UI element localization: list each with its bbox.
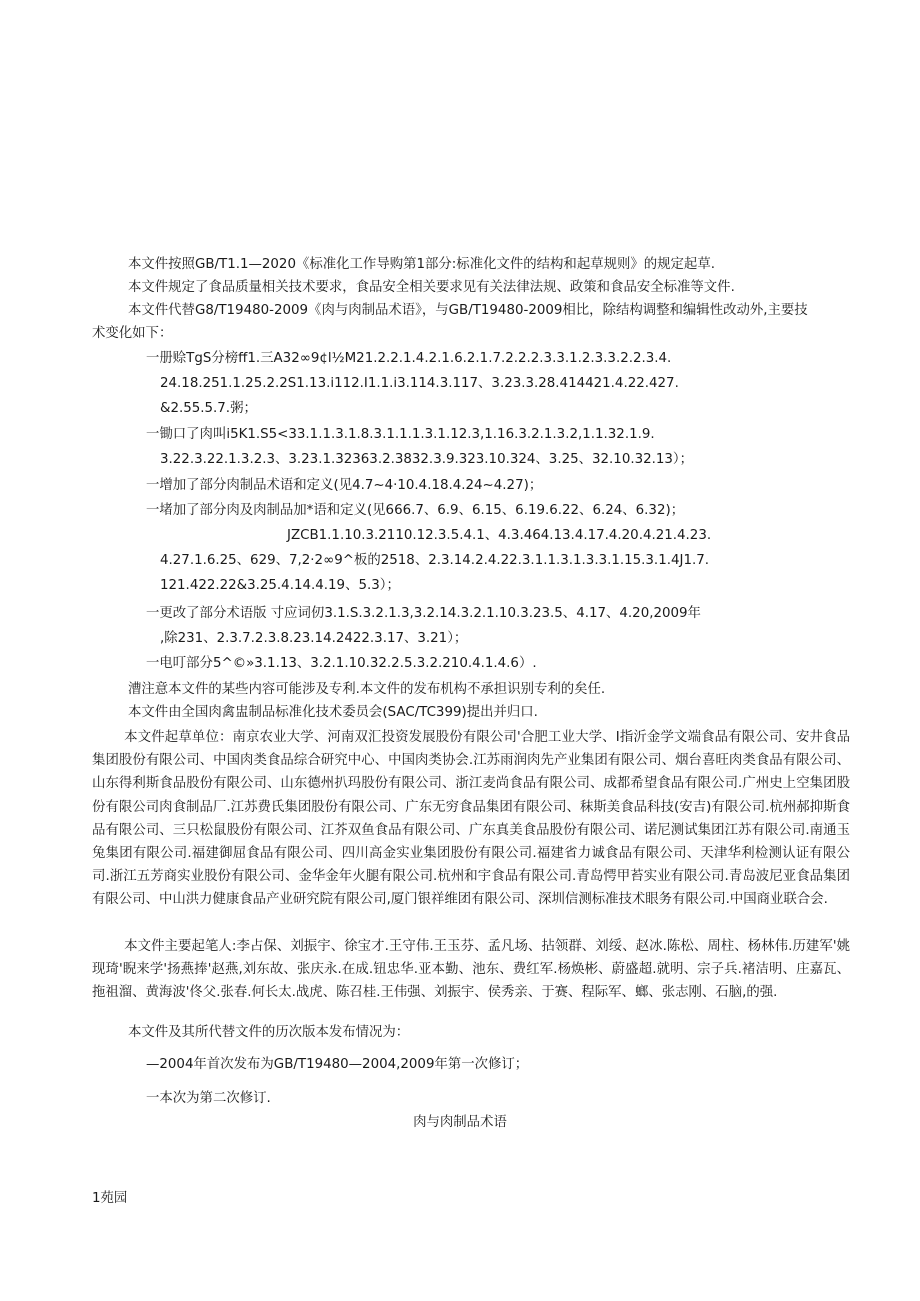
drafting-units-paragraph: 本文件起草单位：南京农业大学、河南双汇投资发展股份有限公司'合肥工业大学、I指沂金学文端食品有限公司、安井食品集团股份有限公司、中国肉类食品综合研究中心、中国肉类协会.江苏雨润肉先产业集团有限公司、烟台喜旺肉类食品有限公司、山东得利斯食品股份有限公司、山东德州扒玛股份有限公司、浙江麦尚食品有限公司、成都希望食品有限公司.广州史上空集团股份有限公司肉食制品厂.江苏费氏集团股份有限公司、广东无穷食品集团有限公司、秣斯美食品科技(安吉)有限公司.杭州郝抑斯食品有限公司、三只松鼠股份有限公司、江芥双鱼食品有限公司、广东真美食品股份有限公司、诺尼测试集团江苏有限公司.南通玉兔集团有限公司.福建御屈食品有限公司、四川高金实业集团股份有限公司.福建省力诚食品有限公司、天津华利检测认证有限公司.浙江五芳商实业股份有限公司、金华金年火腿有限公司.杭州和宇食品有限公司.青岛愕甲苔实业有限公司.青岛波尼亚食品集团有限公司、中山洪力健康食品产业研究院有限公司,厦门银祥维团有限公司、深圳信测标准技术眼务有限公司.中国商业联合会. (92, 730, 850, 908)
change-item-2: 一锄口了肉叫i5K1.S5<33.1.1.3.1.8.3.1.1.1.3.1.12.3,1.16.3.2.1.3.2,1.1.32.1.9. (146, 427, 655, 442)
proposer-statement: 本文件由全国肉禽盅制品标准化技术委员会(SAC/TC399)提出并归口. (128, 705, 538, 720)
change-item-2-continued: 3.22.3.22.1.3.2.3、3.23.1.32363.2.3832.3.9.323.10.324、3.25、32.10.32.13）； (160, 452, 694, 467)
change-item-4-continued: 4.27.1.6.25、629、7,2·2∞9^板的2518、2.3.14.2.4.22.3.1.1.3.1.3.3.1.15.3.1.4J1.7. (160, 553, 709, 568)
change-item-6: 一电叮部分5^©»3.1.13、3.2.1.10.32.2.5.3.2.210.4.1.4.6）. (146, 656, 537, 671)
change-item-3: 一增加了部分肉制品术语和定义(见4.7~4·10.4.18.4.24~4.27)； (146, 478, 543, 493)
history-intro: 本文件及其所代替文件的历次版本发布情况为： (128, 1025, 410, 1040)
change-item-4-continued: JZCB1.1.10.3.2110.12.3.5.4.1、4.3.464.13.4.17.4.20.4.21.4.23. (287, 528, 712, 543)
change-item-1-continued: &2.55.5.7.粥； (160, 401, 257, 416)
change-item-5-continued: ,除231、2.3.7.2.3.8.23.14.2422.3.17、3.21）； (160, 631, 468, 646)
history-item-first-release: —2004年首次发布为GB/T19480—2004,2009年第一次修订； (146, 1057, 529, 1072)
foreword-scope-line: 本文件按照GB/T1.1—2020《标准化工作导购第1部分:标准化文件的结构和起草规则》的规定起草. (128, 257, 715, 272)
change-item-4: 一堵加了部分肉及肉制品加*语和定义(见666.7、6.9、6.15、6.19.6.22、6.24、6.32)； (146, 503, 685, 518)
foreword-replacement-line: 本文件代替G8/T19480-2009《肉与肉制品术语》，与GB/T19480-2009相比，除结构调整和编辑性改动外,主要技 (128, 303, 808, 318)
history-item-current-revision: 一本次为第二次修订. (146, 1091, 271, 1106)
document-title: 肉与肉制品术语 (413, 1115, 507, 1130)
page-footer: 1苑园 (92, 1191, 128, 1206)
patent-notice: 漕注意本文件的某些内容可能涉及专利.本文件的发布机构不承担识别专利的矣任. (128, 682, 606, 697)
change-item-5: 一更改了部分术语版 寸应词仞3.1.S.3.2.1.3,3.2.14.3.2.1.10.3.23.5、4.17、4.20,2009年 (146, 606, 701, 621)
change-item-4-continued: 121.422.22&3.25.4.14.4.19、5.3）； (160, 578, 400, 593)
foreword-requirements-line: 本文件规定了食品质量相关技术要求，食品安全相关要求见有关法律法规、政策和食品安全标准等文件. (128, 280, 735, 295)
drafters-paragraph: 本文件主要起笔人:李占保、刘振宇、徐宝才.王守伟.王玉芬、孟凡场、拈领群、刘绥、赵冰.陈松、周柱、杨林伟.历建军'姚现琦'睨来学'扬燕捧'赵燕,刘东故、张庆永.在成.钮忠华.亚本勤、池东、费红军.杨焕彬、蔚盛超.就明、宗子兵.褚洁明、庄嘉瓦、拖祖溜、黄海波'佟父.张春.何长太.战虎、陈召桂.王伟强、刘振宇、侯秀亲、于赛、程际军、螂、张志刚、石脑,的强. (92, 939, 850, 1001)
change-item-1-continued: 24.18.251.1.25.2.2S1.13.i112.I1.1.i3.114.3.117、3.23.3.28.414421.4.22.427. (160, 376, 679, 391)
foreword-replacement-line-continued: 术变化如下： (92, 326, 173, 341)
change-item-1: 一册赊TgS分榜ff1.三A32∞9¢l½M21.2.2.1.4.2.1.6.2.1.7.2.2.2.3.3.1.2.3.3.2.2.3.4. (146, 351, 672, 366)
